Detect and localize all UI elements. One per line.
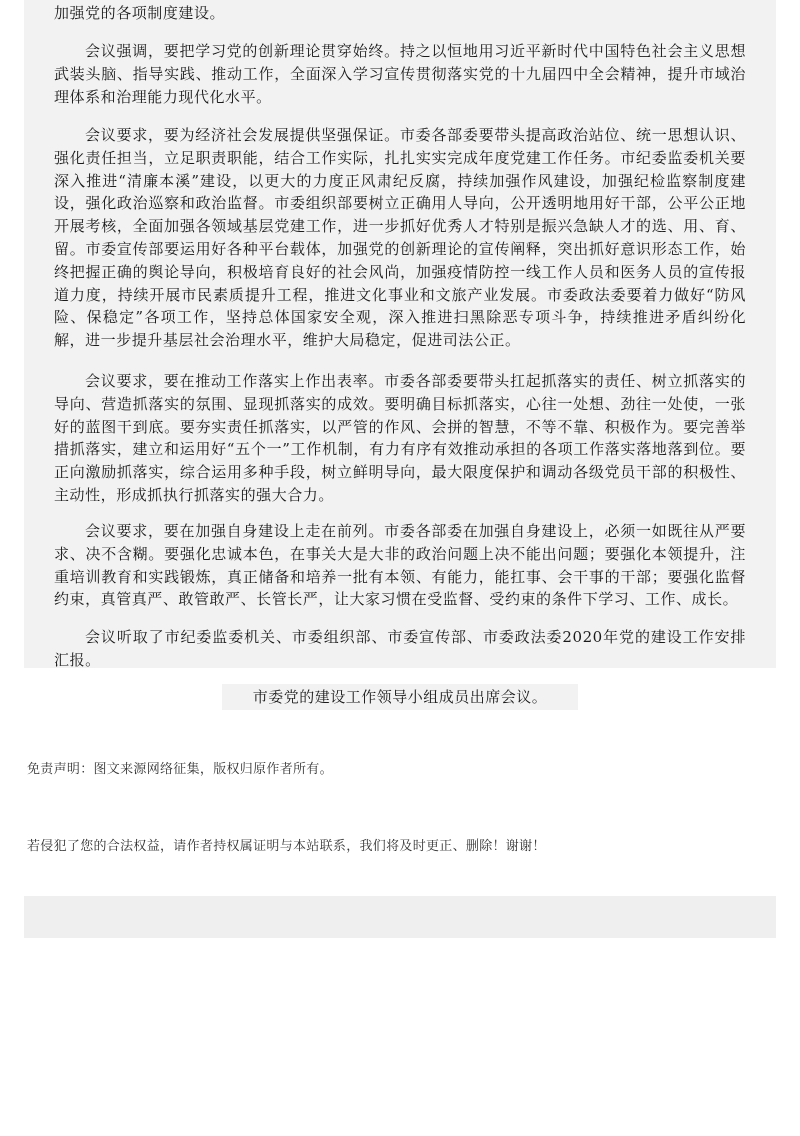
article-paragraph: 会议听取了市纪委监委机关、市委组织部、市委宣传部、市委政法委2020年党的建设工作安排汇报。 bbox=[54, 628, 746, 669]
disclaimer-text: 免责声明：图文来源网络征集，版权归原作者所有。 bbox=[27, 762, 333, 777]
article-paragraph: 加强党的各项制度建设。 bbox=[54, 4, 226, 22]
infringement-notice: 若侵犯了您的合法权益，请作者持权属证明与本站联系，我们将及时更正、删除！谢谢！ bbox=[27, 839, 546, 854]
article-body bbox=[24, 0, 776, 668]
article-paragraph: 会议要求，要为经济社会发展提供坚强保证。市委各部委要带头提高政治站位、统一思想认识、强化责任担当，立足职责职能，结合工作实际，扎扎实实完成年度党建工作任务。市纪委监委机关要深入推进“清廉本溪”建设，以更大的力度正风肃纪反腐，持续加强作风建设，加强纪检监察制度建设，强化政治巡察和政治监督。市委组织部要树立正确用人导向，公开透明地用好干部，公平公正地开展考核，全面加强各领域基层党建工作，进一步抓好优秀人才特别是振兴急缺人才的选、用、育、留。市委宣传部要运用好各种平台载体，加强党的创新理论的宣传阐释，突出抓好意识形态工作，始终把握正确的舆论导向，积极培育良好的社会风尚，加强疫情防控一线工作人员和医务人员的宣传报道力度，持续开展市民素质提升工程，推进文化事业和文旅产业发展。市委政法委要着力做好“防风险、保稳定”各项工作，坚持总体国家安全观，深入推进扫黑除恶专项斗争，持续推进矛盾纠纷化解，进一步提升基层社会治理水平，维护大局稳定，促进司法公正。 bbox=[54, 126, 746, 350]
article-paragraph: 会议强调，要把学习党的创新理论贯穿始终。持之以恒地用习近平新时代中国特色社会主义思想武装头脑、指导实践、推动工作，全面深入学习宣传贯彻落实党的十九届四中全会精神，提升市域治理体系和治理能力现代化水平。 bbox=[54, 42, 746, 106]
footer-placeholder-block bbox=[24, 896, 776, 938]
article-paragraph: 会议要求，要在加强自身建设上走在前列。市委各部委在加强自身建设上，必须一如既往从严要求、决不含糊。要强化忠诚本色，在事关大是大非的政治问题上决不能出问题；要强化本领提升，注重培训教育和实践锻炼，真正储备和培养一批有本领、有能力，能扛事、会干事的干部；要强化监督约束，真管真严、敢管敢严、长管长严，让大家习惯在受监督、受约束的条件下学习、工作、成长。 bbox=[54, 522, 746, 609]
image-caption: 市委党的建设工作领导小组成员出席会议。 bbox=[222, 684, 578, 710]
article-paragraph: 会议要求，要在推动工作落实上作出表率。市委各部委要带头扛起抓落实的责任、树立抓落实的导向、营造抓落实的氛围、显现抓落实的成效。要明确目标抓落实，心往一处想、劲往一处使，一张好的蓝图干到底。要夯实责任抓落实，以严管的作风、会拼的智慧，不等不靠、积极作为。要完善举措抓落实，建立和运用好“五个一”工作机制，有力有序有效推动承担的各项工作落实落地落到位。要正向激励抓落实，综合运用多种手段，树立鲜明导向，最大限度保护和调动各级党员干部的积极性、主动性，形成抓执行抓落实的强大合力。 bbox=[54, 372, 746, 504]
